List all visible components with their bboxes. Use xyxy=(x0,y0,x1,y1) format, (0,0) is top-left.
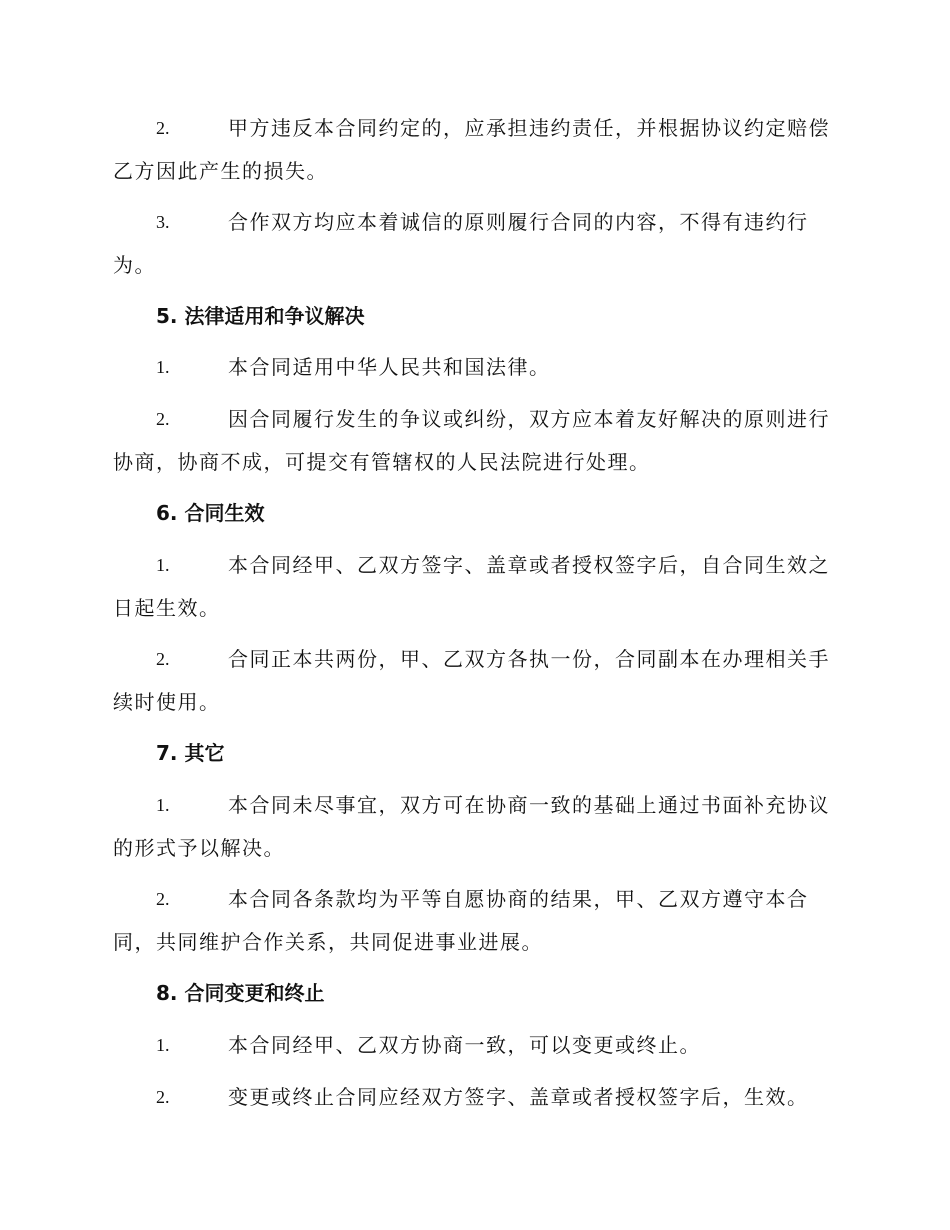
section-heading: 6. 合同生效 xyxy=(156,501,265,525)
item-text-line: 甲方违反本合同约定的，应承担违约责任，并根据协议约定赔偿 xyxy=(228,116,830,140)
item-text-line: 合同正本共两份，甲、乙双方各执一份，合同副本在办理相关手 xyxy=(228,647,830,671)
item-text-line: 合作双方均应本着诚信的原则履行合同的内容，不得有违约行 xyxy=(228,210,809,234)
item-text-line: 同，共同维护合作关系，共同促进事业进展。 xyxy=(113,930,543,954)
item-text-line: 因合同履行发生的争议或纠纷，双方应本着友好解决的原则进行 xyxy=(228,407,830,431)
item-text-line: 变更或终止合同应经双方签字、盖章或者授权签字后，生效。 xyxy=(228,1085,809,1109)
item-text-line: 续时使用。 xyxy=(113,690,221,714)
item-number: 2. xyxy=(156,649,170,669)
item-text-line: 协商，协商不成，可提交有管辖权的人民法院进行处理。 xyxy=(113,450,651,474)
item-text-line: 本合同未尽事宜，双方可在协商一致的基础上通过书面补充协议 xyxy=(228,793,830,817)
section-heading: 8. 合同变更和终止 xyxy=(156,981,325,1005)
item-number: 1. xyxy=(156,795,170,815)
item-text-line: 乙方因此产生的损失。 xyxy=(113,159,328,183)
item-number: 2. xyxy=(156,1087,170,1107)
section-heading: 5. 法律适用和争议解决 xyxy=(156,304,365,328)
item-text-line: 的形式予以解决。 xyxy=(113,836,285,860)
item-text-line: 本合同经甲、乙双方协商一致，可以变更或终止。 xyxy=(228,1033,701,1057)
item-number: 1. xyxy=(156,357,170,377)
item-number: 1. xyxy=(156,1035,170,1055)
item-text-line: 日起生效。 xyxy=(113,596,221,620)
item-number: 2. xyxy=(156,118,170,138)
item-text-line: 本合同经甲、乙双方签字、盖章或者授权签字后，自合同生效之 xyxy=(228,553,830,577)
item-number: 2. xyxy=(156,889,170,909)
item-number: 3. xyxy=(156,212,170,232)
item-number: 2. xyxy=(156,409,170,429)
item-text-line: 本合同各条款均为平等自愿协商的结果，甲、乙双方遵守本合 xyxy=(228,887,809,911)
item-text-line: 本合同适用中华人民共和国法律。 xyxy=(228,355,551,379)
item-text-line: 为。 xyxy=(113,253,156,277)
item-number: 1. xyxy=(156,555,170,575)
section-heading: 7. 其它 xyxy=(156,741,225,765)
